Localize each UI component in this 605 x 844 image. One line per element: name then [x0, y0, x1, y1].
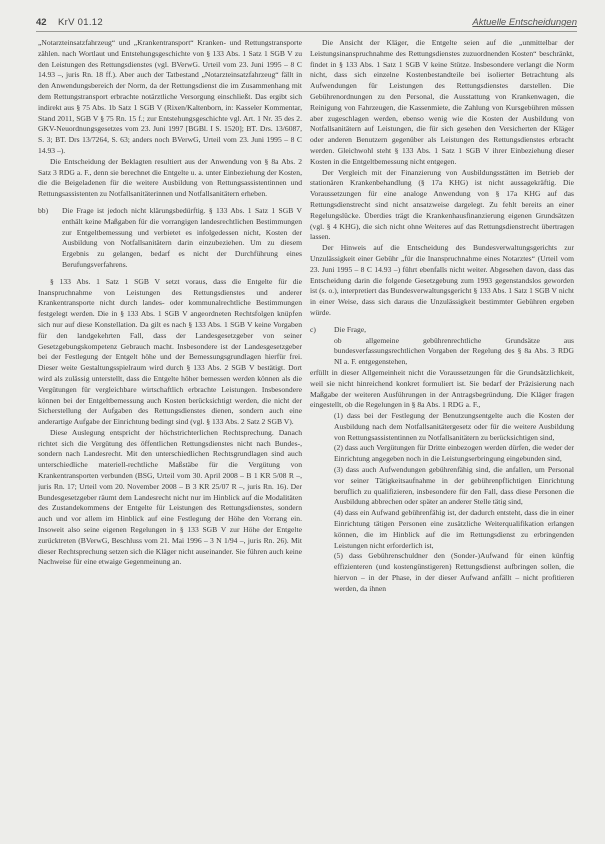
paragraph: Die Ansicht der Kläger, die Entgelte seien auf die „unmittelbar der Leistungsinanspruchnahme des Rettungsdienstes zuzuordnenden Kosten“ beschränkt, findet in § 133 Abs. 1 Satz 1 SGB V keine Stütze. Insbesondere verlangt die Norm nicht, dass sich einzelne Kostenbestandteile bei isolierter Betrachtung als Aufwendungen für Leistungen des Rettungsdienstes darstellen. Die Gebührenordnungen zu den Personal, die Ausstattung von Krankenwagen, die Reinigung von Fahrzeugen, die Kassenmiete, die Zahlung von Kursgebühren müssen aber zugeschlagen werden, ebenso wenig wie die Kosten der Ausbildung von Notfallsanitätern auf Leistungen, die für sich gesehen den Versicherten der Kläger oder anderen Benutzern gegenüber als Leistungen des Rettungsdienstes erbracht werden. Gleichwohl steht § 133 Abs. 1 Satz 1 SGB V ihrer Einbeziehung dieser Kosten in die Entgeltbemessung nicht entgegen. — [310, 38, 574, 166]
page-header — [36, 9, 577, 32]
paragraph: Der Vergleich mit der Finanzierung von Ausbildungsstätten im Betrieb der stationären Krankenbehandlung (§ 17a KHG) ist nicht aussagekräftig. Die Voraussetzungen für eine analoge Anwendung von § 17a KHG auf das Rettungsdienstrecht sind nicht ansatzweise dargelegt. Zu fehlt bereits an einer Regelungslücke. Überdies trägt die Krankenhausfinanzierung eigenen Grundsätzen (vgl. § 4 KHG), die sich nicht ohne Weiteres auf das Rettungsdienstrecht übertragen lassen. — [310, 167, 574, 242]
paragraph: „Notarzteinsatzfahrzeug“ und „Krankentransport“ Kranken- und Rettungstransporte zählen. nach Wortlaut und Entstehungsgeschichte von § 133 Abs. 1 Satz 1 SGB V zu den Leistungen des Rettungsdienstes (vgl. BVerwG. Urteil vom 23. Juni 1995 – 8 C 14.93 –, juris Rn. 18 ff.). Aber auch der Tatbestand „Notarzteinsatzfahrzeug“ fällt in den Anwendungsbereich der Norm, da der Rettungsdienst die im Zusammenhang mit dem Rettungstransport erbrachte notärztliche Versorgung einschließt. Das ergibt sich indirekt aus § 75 Abs. 1b Satz 1 SGB V (Rixen/Kaltenborn, in: Kasseler Kommentar, Stand 2011, SGB V § 75 Rn. 15 f.; zur Entstehungsgeschichte vgl. Art. 1 Nr. 35 des 2. GKV-Neuordnungsgesetzes vom 23. Juni 1997 [BGBl. I S. 1520]; BT. Drs. 13/6087, S. 3; BT. Drs 13/7264, S. 63; anders noch BVerwG, Urteil vom 23. Juni 1995 – 8 C 14.93 –). — [38, 38, 302, 155]
paragraph: erfüllt in dieser Allgemeinheit nicht die Voraussetzungen für die Grundsätzlichkeit, weil sie nicht hinreichend konkret formuliert ist. Sie bedarf der Präzisierung nach Maßgabe der weiteren Ausführungen in der Antragsbegründung. Die Kläger fragen eingestellt, ob die Regelungen in § 8a Abs. 1 RDG a. F., — [310, 367, 574, 410]
paragraph-label: bb) — [38, 205, 49, 215]
paragraph-text: Die Frage ist jedoch nicht klärungsbedürftig. § 133 Abs. 1 Satz 1 SGB V enthält keine Maßgaben für die vorrangigen landesrechtlichen Bestimmungen zur Entgeltbemessung und verbietet es infolgedessen nicht, Kosten der Ausbildung von Notfallsanitätern darin einzubeziehen. Um zu diesem Ergebnis zu gelangen, bedarf es nicht der Durchführung eines Berufungsverfahrens. — [62, 205, 302, 269]
paragraph: Diese Auslegung entspricht der höchstrichterlichen Rechtsprechung. Danach richtet sich die Vergütung des öffentlichen Rettungsdienstes nicht nach Bundes-, sondern nach Landesrecht. Mit den unterschiedlichen Rechtsgrundlagen sind auch unterschiedliche materiell-rechtliche Maßstäbe für die Vergütung von Krankentransporten verbunden (BSG, Urteil vom 30. April 2008 – B 1 KR 5/08 R –, juris Rn. 17; Urteil vom 20. November 2008 – B 3 KR 25/07 R –, juris Rn. 16). Der Bundesgesetzgeber räumt dem Landesrecht nicht nur im Hinblick auf die Modalitäten des Zustandekommens der Entgelte für Leistungen des Rettungsdienstes, sondern auch und vor allem im Hinblick auf eine Festlegung der Höhe den Vorrang ein. Insoweit also seine eigenen Regelungen in § 133 SGB V zur Höhe der Entgelte zurücktreten (BVerwG, Beschluss vom 21. Mai 1996 – 3 N 1/94 –, juris Rn. 26). Mit dieser Rechtsprechung setzen sich die Kläger nicht auseinander. Sie führen auch keine Nachweise für eine etwaige Gegenmeinung an. — [38, 427, 302, 567]
paragraph: § 133 Abs. 1 Satz 1 SGB V setzt voraus, dass die Entgelte für die Inanspruchnahme von Leistungen des Rettungsdienstes und anderer Krankentransporte nicht durch landes- oder kommunalrechtliche Bestimmungen festgelegt werden. Die in § 133 Abs. 1 SGB V angeordneten Rechtsfolgen knüpfen sich nur auf diese Konstellation. Da gilt es nach § 133 Abs. 1 SGB V keine Vorgaben für den landgekehrten Fall, dass der Landesgesetzgeber von seiner Gesetzgebungskompetenz Gebrauch macht. Insbesondere ist der Landesgesetzgeber bei der Festlegung der Entgelt höhe und der Bemessungsgrundlagen hierfür frei. Dieser weite Gestaltungsspielraum wird durch § 133 Abs. 2 SGB V bestätigt. Dort wird als zulässig unterstellt, dass die Entgelte höher bemessen werden können als die Vergütungen für vergleichbare wirtschaftlich erbrachte Leistungen. Insbesondere können bei der Entgeltbemessung auch Kosten berücksichtigt werden, die nicht der Sicherstellung der Aufgaben des Rettungsdienstes dienen, sondern auch eine anderartige Aufgabe der Einrichtung bedingt sind (vgl. § 133 Abs. 2 Satz 2 SGB V). — [38, 276, 302, 427]
right-column — [310, 38, 574, 838]
list-item: (1) dass bei der Festlegung der Benutzungsentgelte auch die Kosten der Ausbildung nach dem Notfallsanitätergesetz oder für die weitere Ausbildung von Rettungsassistentinnen zu Notfallsanitätern zu berücksichtigen sind, — [334, 411, 574, 442]
paragraph: Der Hinweis auf die Entscheidung des Bundesverwaltungsgerichts zur Unzulässigkeit einer Gebühr „für die Inanspruchnahme eines Notarztes“ (Urteil vom 23. Juni 1995 – 8 C 14.93 –) führt ebenfalls nicht weiter. Abgesehen davon, dass das Entscheidung darin die folgende Gesetzgebung zum 1993 gegenstandslos geworden ist (s. o.), interpretiert das Bundesverwaltungsgericht § 133 Abs. 1 Satz 1 SGB V nicht in einer Weise, dass sich daraus die Unzulässigkeit bestimmter Gebühren ergeben würde. — [310, 243, 574, 317]
list-item: (2) dass auch Vergütungen für Dritte einbezogen werden dürfen, die weder der Einrichtung angegeben noch in die Leistungserbringung eingebunden sind, — [334, 443, 574, 464]
page-number: 42 — [36, 17, 47, 28]
list-item: (4) dass ein Aufwand gebührenfähig ist, der dadurch entsteht, dass die in einer Einrichtung tätigen Personen eine zusätzliche Weiterqualifikation erlangen können, die im Hinblick auf die im Rettungsdienst zu erbringenden Leistungen nicht erforderlich ist, — [334, 508, 574, 550]
list-item: (3) dass auch Aufwendungen gebührenfähig sind, die anfallen, um Personal vor seiner Tätigkeitsaufnahme in der gebührenpflichtigen Einrichtung beruflich zu qualifizieren, insbesondere für den Fall, dass diese Personen die Ausbildung abbrechen oder später an anderer Stelle tätig sind, — [334, 465, 574, 507]
numbered-paragraph — [38, 206, 302, 271]
section-title: Aktuelle Entscheidungen — [472, 17, 577, 28]
paragraph: Die Entscheidung der Beklagten resultiert aus der Anwendung von § 8a Abs. 2 Satz 3 RDG a. F., denn sie berechnet die Entgelte u. a. unter Einbeziehung der Kosten, die die Beigeladenen für die weitere Ausbildung von Rettungsassistentinnen und Rettungsassistenten zu Notfallsanitäterinnen und Notfallsanitätern erheben. — [38, 156, 302, 199]
journal-name: KrV 01.12 — [58, 17, 103, 28]
indented-list — [310, 411, 574, 595]
indented-list — [310, 336, 574, 368]
list-item: (5) dass Gebührenschuldner den (Sonder-)Aufwand für einen künftig effizienteren (und kostengünstigeren) Rettungsdienst aufbringen sollen, die hiervon – in der Phase, in der dieser Aufwand anfällt – nicht profitieren werden, da ihnen — [334, 551, 574, 593]
left-column — [38, 38, 302, 838]
paragraph-label: c) — [310, 324, 316, 334]
paragraph-text: Die Frage, — [334, 324, 367, 334]
numbered-paragraph — [310, 325, 574, 336]
list-item: ob allgemeine gebührenrechtliche Grundsätze aus bundesverfassungsrechtlichen Vorgaben der Regelung des § 8a Abs. 3 RDG NI a. F. entgegenstehen, — [334, 335, 574, 367]
